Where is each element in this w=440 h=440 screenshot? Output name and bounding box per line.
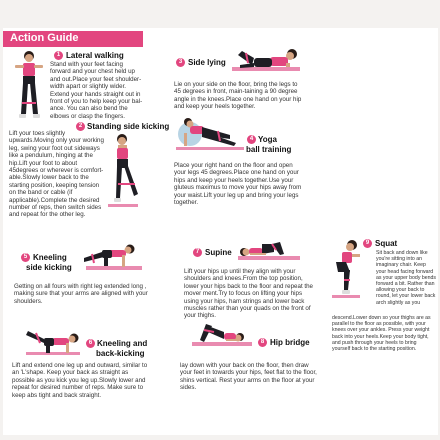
exercise-5-title-line2: side kicking — [26, 263, 72, 272]
squat-figure — [330, 238, 362, 300]
exercise-5-title-line1: Kneeling — [33, 253, 67, 262]
exercise-6-title-line2: back-kicking — [96, 349, 145, 358]
hip-bridge-figure — [190, 318, 256, 352]
exercise-8-badge: 8 — [258, 338, 267, 347]
exercise-9-title: Squat — [375, 239, 398, 248]
exercise-2-badge: 2 — [76, 122, 85, 131]
exercise-4-badge: 4 — [247, 135, 256, 144]
exercise-9-desc-right: Sit back and down like you're sitting into an imaginary chair. Keep your head facing forward as your upper body bends forward a bit. Rather than allowing your back to round, let your lower back arch slightly as you — [376, 250, 436, 306]
exercise-7-desc: Lift your hips up until they align with your shoulders and knees.From the top position, lower your hips back to the floor and repeat the mover ment.Try to focus on lifting your hips using your hips, ham strings and lower back muscles rather than your quads on the front of your thighs. — [184, 268, 313, 320]
exercise-3-desc: Lie on your side on the floor, bring the legs to 45 degrees in front, main-taining a 90 degree angle in the knees.Place one hand on your hip and keep your heels together. — [174, 81, 302, 111]
exercise-6-badge: 6 — [86, 339, 95, 348]
exercise-9-desc-bottom: descend.Lower down so your thighs are as parallel to the floor as possible, with your knees over your ankles. Press your weight back into your heels.Keep your body tight, and push through your heels to bring yourself back to the starting position. — [332, 315, 431, 353]
exercise-7-badge: 7 — [193, 248, 202, 257]
exercise-5-badge: 5 — [21, 253, 30, 262]
supine-figure — [236, 238, 302, 262]
exercise-4-title-line2: ball training — [246, 145, 292, 154]
standing-side-kick-figure — [106, 132, 142, 212]
yoga-ball-training-figure — [172, 113, 248, 155]
exercise-7-title: Supine — [205, 248, 232, 257]
exercise-3-title: Side lying — [188, 58, 226, 67]
exercise-8-title: Hip bridge — [270, 338, 310, 347]
exercise-2-desc: Lift your toes slightly upwards.Moving only your working leg, swing your foot out sideways like a pendulum, hinging at the hip.Lift your foot to about 45degrees or wherever is comfort-able.Slowly lower back to the starting position, keeping tension on the band or cable (if applicable).Complete the desired number of reps, then switch sides and repeat for the other leg. — [9, 130, 104, 219]
lateral-walking-figure — [12, 48, 46, 128]
exercise-5-desc: Getting on all fours with right leg extended long , making sure that your arms are aligned with your shoulders. — [14, 283, 148, 305]
exercise-4-title-line1: Yoga — [258, 135, 277, 144]
exercise-8-desc: lay down with your back on the floor, then draw your feet in towards your hips, feet flat to the floor, shins vertical. Rest your arms on the floor at your sides. — [180, 362, 317, 392]
exercise-3-badge: 3 — [176, 58, 185, 67]
kneeling-back-kick-figure — [18, 325, 86, 359]
exercise-6-title-line1: Kneeling and — [97, 339, 148, 348]
side-lying-figure — [230, 45, 302, 75]
exercise-6-desc: Lift and extend one leg up and outward, similar to an 'L'shape. Keep your back as straight as possible as you kick you leg up.Slowly lower and repeat for desired number of reps. Make sure to keep abs tight and back straight. — [12, 362, 148, 399]
exercise-1-desc-top: Stand with your feet facing forward and your chest held up and out.Place your feet shoulder-width apart or slightly wider. Extend your hands straight out in front of you to help keep your bal-ance. You can also bend the elbows or clasp the fingers. — [50, 61, 143, 120]
kneeling-side-kick-figure — [78, 240, 146, 274]
exercise-9-badge: 9 — [363, 239, 372, 248]
exercise-4-desc: Place your right hand on the floor and open your legs 45 degrees.Place one hand on your hips and keep your heels together.Use your gluteus maximus to move your hips away from your waist.Lift your leg up and bring your legs together. — [174, 162, 302, 207]
exercise-1-title: Lateral walking — [66, 51, 124, 60]
page-title: Action Guide — [10, 32, 79, 44]
exercise-2-title: Standing side kicking — [87, 122, 170, 131]
exercise-1-badge: 1 — [54, 51, 63, 60]
